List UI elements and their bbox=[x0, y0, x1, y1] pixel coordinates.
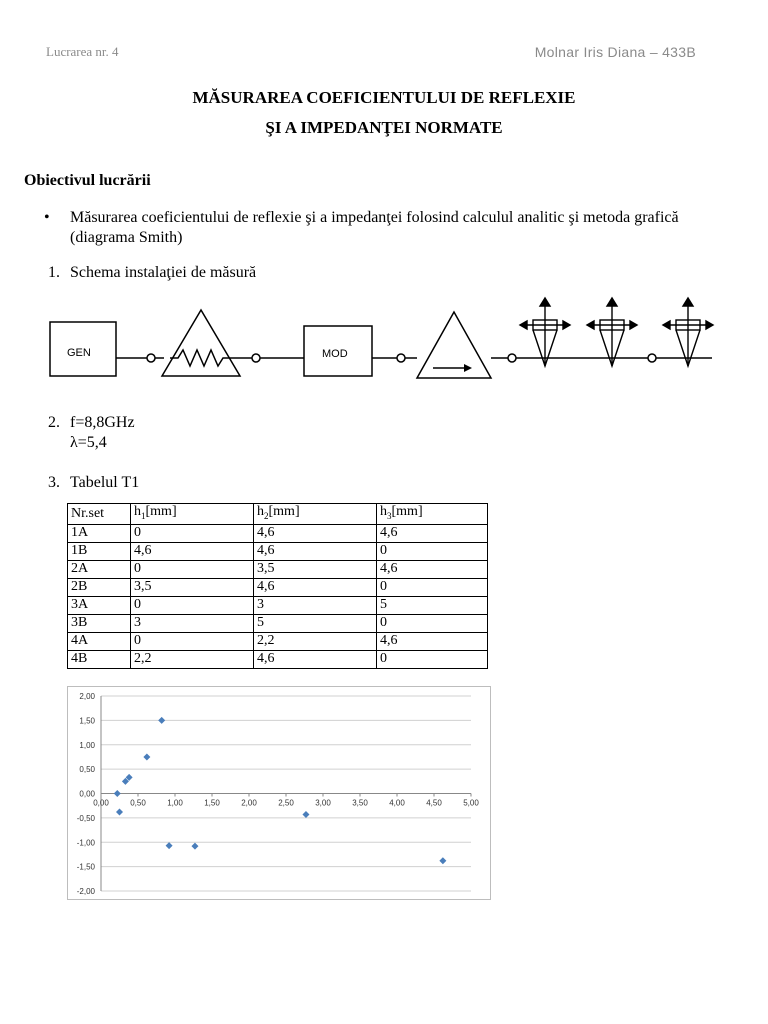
table-cell: 4,6 bbox=[254, 542, 377, 560]
table-cell: 4,6 bbox=[377, 560, 488, 578]
connector-node bbox=[648, 354, 656, 362]
table-cell: 4B bbox=[68, 650, 131, 668]
item-1-number: 1. bbox=[48, 264, 60, 281]
table-cell: 1A bbox=[68, 524, 131, 542]
table-cell: 4,6 bbox=[254, 650, 377, 668]
table-cell: 2,2 bbox=[254, 632, 377, 650]
bullet-dot-icon: • bbox=[44, 209, 50, 226]
table-row bbox=[68, 542, 488, 560]
item-3-number: 3. bbox=[48, 474, 60, 491]
table-cell: 2,2 bbox=[131, 650, 254, 668]
table-cell: 4,6 bbox=[254, 524, 377, 542]
connector-node bbox=[147, 354, 155, 362]
table-cell: 5 bbox=[377, 596, 488, 614]
objective-bullet: Măsurarea coeficientului de reflexie şi a impedanţei folosind calculul analitic şi metoda grafică (diagrama Smith) bbox=[70, 209, 679, 246]
table-row bbox=[68, 596, 488, 614]
y-tick-label: -1,00 bbox=[76, 838, 95, 848]
generator-label: GEN bbox=[67, 347, 91, 359]
measurement-setup-schematic bbox=[40, 290, 730, 390]
table-cell: 5 bbox=[254, 614, 377, 632]
table-cell: 0 bbox=[377, 614, 488, 632]
y-tick-label: -2,00 bbox=[76, 887, 95, 896]
item-1-text: Schema instalaţiei de măsură bbox=[70, 264, 257, 281]
item-2-number: 2. bbox=[48, 414, 60, 431]
x-tick-label: 3,50 bbox=[352, 798, 368, 808]
table-cell: 2A bbox=[68, 560, 131, 578]
x-tick-label: 2,50 bbox=[278, 798, 294, 808]
table-cell: 0 bbox=[377, 650, 488, 668]
table-row bbox=[68, 560, 488, 578]
connector-node bbox=[397, 354, 405, 362]
attenuator-resistor-icon bbox=[170, 350, 240, 366]
x-tick-label: 1,00 bbox=[167, 798, 183, 808]
title-line-1: MĂSURAREA COEFICIENTULUI DE REFLEXIE bbox=[192, 88, 576, 107]
x-tick-label: 4,00 bbox=[389, 798, 405, 808]
connector-node bbox=[252, 354, 260, 362]
table-cell: 2B bbox=[68, 578, 131, 596]
wavelength-value: λ=5,4 bbox=[70, 434, 107, 451]
isolator-arrowhead-icon bbox=[464, 364, 472, 372]
header-cell: $h_1[mm]$ bbox=[131, 504, 254, 525]
table-cell: 4,6 bbox=[254, 578, 377, 596]
table-cell: 3 bbox=[254, 596, 377, 614]
table-cell: 0 bbox=[131, 632, 254, 650]
table-row bbox=[68, 578, 488, 596]
tuner-stub-1 bbox=[520, 298, 570, 366]
table-cell: 3,5 bbox=[131, 578, 254, 596]
table-cell: 4,6 bbox=[377, 524, 488, 542]
x-tick-label: 2,00 bbox=[241, 798, 257, 808]
header-cell: $h_3[mm]$ bbox=[377, 504, 488, 525]
header-lab-number: Lucrarea nr. 4 bbox=[46, 44, 119, 59]
header-cell: Nr.set bbox=[68, 504, 131, 525]
table-row bbox=[68, 650, 488, 668]
table-cell: 3B bbox=[68, 614, 131, 632]
table-caption: Tabelul T1 bbox=[70, 474, 140, 491]
attenuator-triangle bbox=[162, 310, 240, 376]
table-cell: 0 bbox=[377, 542, 488, 560]
x-tick-label: 0,50 bbox=[130, 798, 146, 808]
x-tick-label: 0,00 bbox=[93, 798, 109, 808]
table-cell: 0 bbox=[131, 560, 254, 578]
x-tick-label: 1,50 bbox=[204, 798, 220, 808]
objective-heading: Obiectivul lucrării bbox=[24, 172, 151, 189]
title-line-2: ŞI A IMPEDANŢEI NORMATE bbox=[265, 118, 503, 137]
x-tick-label: 4,50 bbox=[426, 798, 442, 808]
y-tick-label: -0,50 bbox=[76, 813, 95, 823]
x-tick-label: 5,00 bbox=[463, 798, 479, 808]
table-cell: 0 bbox=[377, 578, 488, 596]
table-cell: 3,5 bbox=[254, 560, 377, 578]
y-tick-label: -1,50 bbox=[76, 862, 95, 872]
y-tick-label: 1,50 bbox=[79, 716, 95, 726]
table-cell: 4A bbox=[68, 632, 131, 650]
table-cell: 4,6 bbox=[377, 632, 488, 650]
table-row bbox=[68, 614, 488, 632]
tuner-stub-3 bbox=[663, 298, 713, 366]
y-tick-label: 0,50 bbox=[79, 765, 95, 775]
header-cell: $h_2[mm]$ bbox=[254, 504, 377, 525]
scatter-chart bbox=[67, 686, 491, 900]
table-cell: 1B bbox=[68, 542, 131, 560]
table-row bbox=[68, 524, 488, 542]
table-row bbox=[68, 632, 488, 650]
table-cell: 0 bbox=[131, 524, 254, 542]
y-tick-label: 2,00 bbox=[79, 692, 95, 701]
table-cell: 3 bbox=[131, 614, 254, 632]
table-cell: 3A bbox=[68, 596, 131, 614]
header-author: Molnar Iris Diana – 433B bbox=[534, 44, 696, 60]
table-cell: 0 bbox=[131, 596, 254, 614]
y-tick-label: 1,00 bbox=[79, 740, 95, 750]
connector-node bbox=[508, 354, 516, 362]
table-cell: 4,6 bbox=[131, 542, 254, 560]
tuner-stub-2 bbox=[587, 298, 637, 366]
frequency-value: f=8,8GHz bbox=[70, 414, 135, 431]
x-tick-label: 3,00 bbox=[315, 798, 331, 808]
modulator-label: MOD bbox=[322, 348, 348, 360]
measurement-table bbox=[67, 503, 488, 669]
table-header-row bbox=[68, 504, 488, 525]
y-tick-label: 0,00 bbox=[79, 789, 95, 799]
